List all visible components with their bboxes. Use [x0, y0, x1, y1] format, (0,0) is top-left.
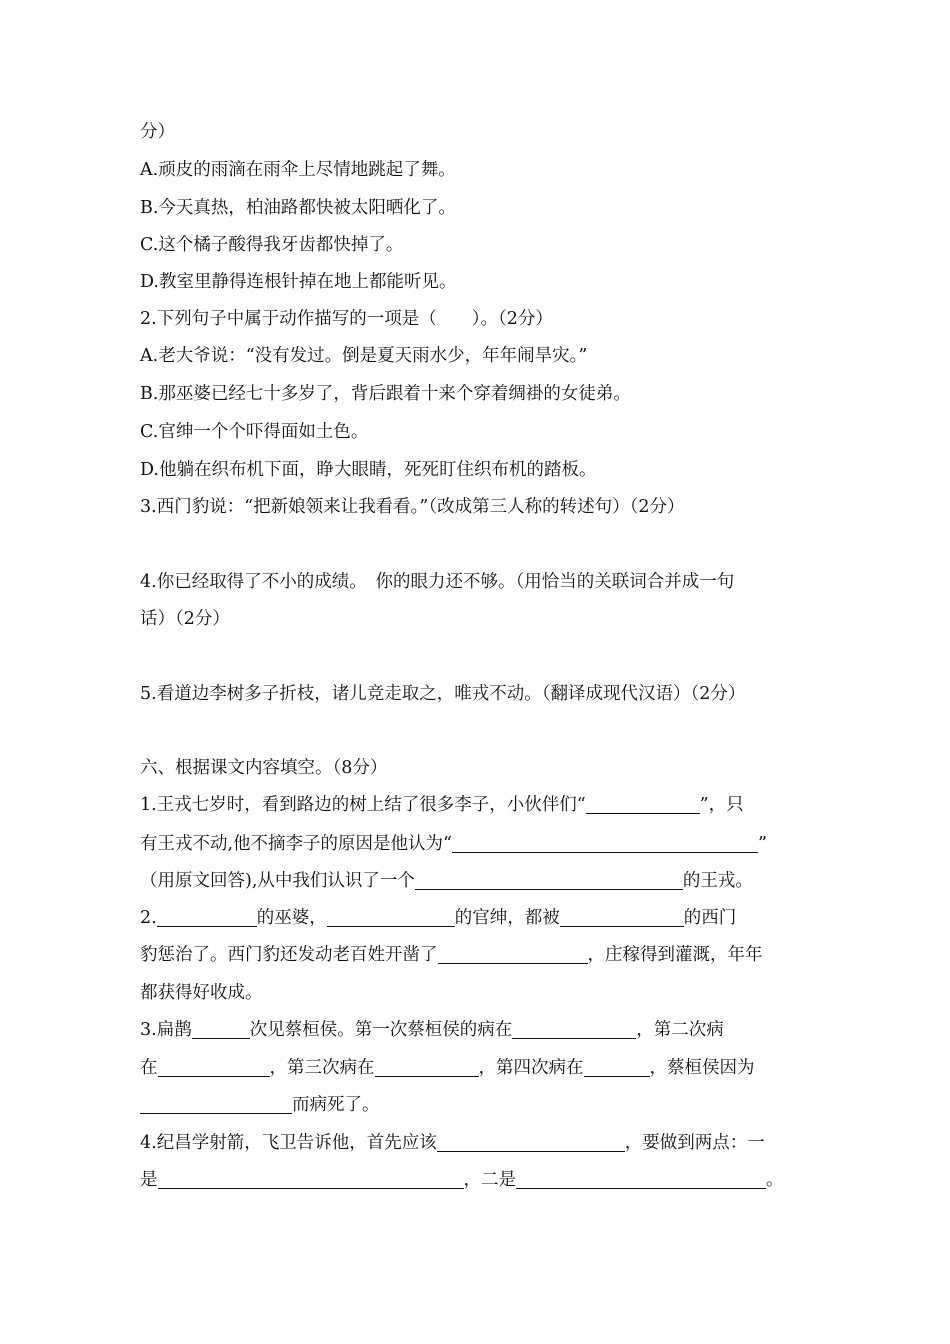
- fill2-text-c: 的官绅，都被: [454, 908, 560, 928]
- fill4-blank-3[interactable]: [516, 1168, 766, 1189]
- fill4-text-c: 是: [140, 1170, 158, 1190]
- fill4-text-a: 4.纪昌学射箭，飞卫告诉他，首先应该: [140, 1133, 437, 1153]
- fill2-blank-1[interactable]: [157, 906, 257, 927]
- q4-stem-line2: 话）（2分）: [140, 609, 230, 629]
- fill2-text-d: 的西门: [683, 908, 737, 928]
- q1-option-b: B.今天真热，柏油路都快被太阳晒化了。: [140, 198, 456, 218]
- fill1-text-c: 有王戎不动,他不摘李子的原因是他认为“: [140, 834, 453, 854]
- fill3-text-d: 在: [140, 1058, 158, 1078]
- section6-heading: 六、根据课文内容填空。（8分）: [140, 758, 388, 778]
- fill3-blank-1[interactable]: [192, 1018, 250, 1039]
- fill2-text-b: 的巫婆，: [256, 908, 327, 928]
- fill2-text-e: 豹惩治了。西门豹还发动老百姓开凿了: [140, 945, 438, 965]
- fill3-text-c: ，第二次病: [636, 1020, 724, 1040]
- fill4-blank-2[interactable]: [158, 1168, 464, 1189]
- fill1-blank-2[interactable]: [452, 832, 758, 853]
- q3-stem: 3.西门豹说：“把新娘领来让我看看。”（改成第三人称的转述句）（2分）: [140, 497, 685, 517]
- fill2-blank-4[interactable]: [438, 943, 588, 964]
- fill1-blank-3[interactable]: [415, 869, 683, 890]
- q2-option-d: D.他躺在织布机下面，睁大眼睛，死死盯住织布机的踏板。: [140, 460, 597, 480]
- fill3-blank-2[interactable]: [512, 1018, 636, 1039]
- q4-stem-line1: 4.你已经取得了不小的成绩。 你的眼力还不够。（用恰当的关联词合并成一句: [140, 572, 735, 592]
- fill4-text-e: 。: [766, 1170, 784, 1190]
- fill3-blank-4[interactable]: [375, 1056, 479, 1077]
- fill1-text-b: ”，只: [699, 795, 744, 815]
- q1-option-d: D.教室里静得连根针掉在地上都能听见。: [140, 272, 457, 292]
- fill1-line1: [140, 790, 744, 820]
- fill3-blank-6[interactable]: [140, 1093, 292, 1114]
- fill1-line3: [140, 866, 753, 896]
- fill3-line1: [140, 1015, 724, 1045]
- q5-stem: 5.看道边李树多子折枝，诸儿竞走取之，唯戎不动。（翻译成现代汉语）（2分）: [140, 684, 746, 704]
- fill3-text-a: 3.扁鹊: [140, 1020, 192, 1040]
- fill3-text-g: ，蔡桓侯因为: [649, 1058, 755, 1078]
- fill2-text-f: ，庄稼得到灌溉，年年: [587, 945, 763, 965]
- q1-stem-tail: 分）: [140, 122, 175, 142]
- fill1-blank-1[interactable]: [586, 793, 700, 814]
- q1-option-c: C.这个橘子酸得我牙齿都快掉了。: [140, 235, 404, 255]
- fill3-blank-3[interactable]: [158, 1056, 270, 1077]
- q2-stem: 2.下列句子中属于动作描写的一项是（ ）。（2分）: [140, 309, 553, 329]
- q2-option-b: B.那巫婆已经七十多岁了，背后跟着十来个穿着绸褂的女徒弟。: [140, 384, 631, 404]
- fill1-line2: [140, 829, 767, 859]
- fill4-line2: [140, 1165, 784, 1195]
- fill1-text-d: ”: [758, 834, 767, 854]
- fill3-text-h: 而病死了。: [292, 1095, 380, 1115]
- fill3-blank-5[interactable]: [584, 1056, 650, 1077]
- fill2-text-a: 2.: [140, 908, 157, 928]
- fill3-text-f: ，第四次病在: [478, 1058, 584, 1078]
- fill2-blank-2[interactable]: [327, 906, 455, 927]
- fill2-line1: [140, 903, 736, 933]
- q2-option-a: A.老大爷说：“没有发过。倒是夏天雨水少，年年闹旱灾。”: [140, 346, 588, 366]
- fill1-text-a: 1.王戎七岁时，看到路边的树上结了很多李子，小伙伴们“: [140, 795, 586, 815]
- fill3-line2: [140, 1053, 755, 1083]
- fill4-text-b: ，要做到两点：一: [624, 1133, 765, 1153]
- fill3-text-b: 次见蔡桓侯。第一次蔡桓侯的病在: [249, 1020, 513, 1040]
- fill3-text-e: ，第三次病在: [269, 1058, 375, 1078]
- fill3-line3: [140, 1090, 380, 1120]
- fill1-text-f: 的王戎。: [682, 871, 753, 891]
- fill4-blank-1[interactable]: [437, 1131, 625, 1152]
- fill2-blank-3[interactable]: [560, 906, 684, 927]
- fill2-line2: [140, 940, 763, 970]
- fill4-line1: [140, 1128, 765, 1158]
- fill4-text-d: ，二是: [463, 1170, 516, 1190]
- fill2-line3: 都获得好收成。: [140, 983, 263, 1003]
- q1-option-a: A.顽皮的雨滴在雨伞上尽情地跳起了舞。: [140, 160, 456, 180]
- fill1-text-e: （用原文回答),从中我们认识了一个: [140, 871, 415, 891]
- q2-option-c: C.官绅一个个吓得面如土色。: [140, 422, 369, 442]
